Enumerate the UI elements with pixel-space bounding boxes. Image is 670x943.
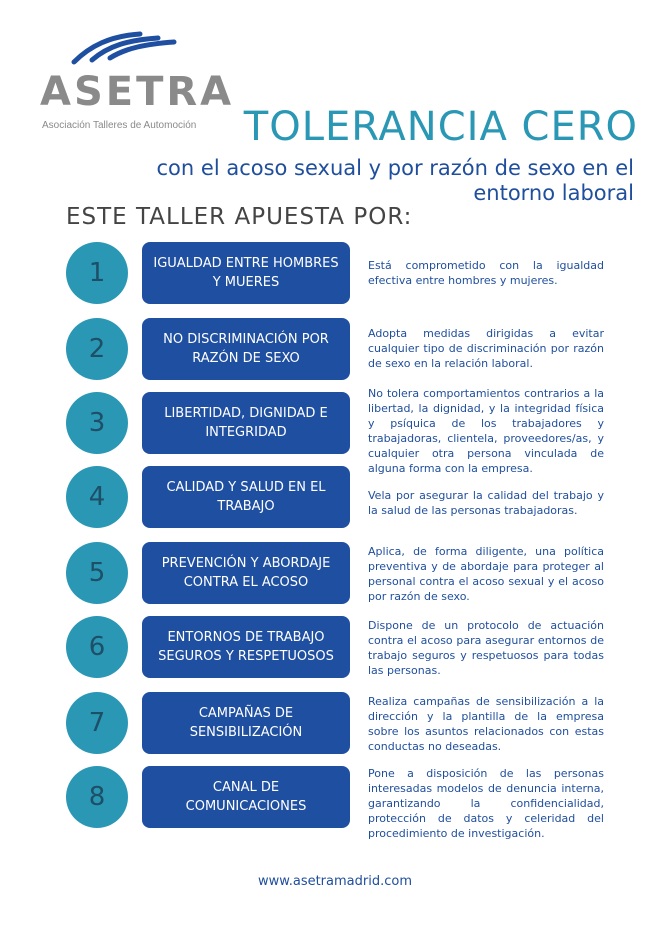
logo-name: ASETRA [40,69,235,115]
commitment-item-4 [0,466,670,538]
item-title: CANAL DE COMUNICACIONES [142,766,350,828]
commitment-item-5 [0,542,670,614]
item-number: 4 [66,466,128,528]
page-subtitle: con el acoso sexual y por razón de sexo en el entorno laboral [156,156,634,205]
section-heading: ESTE TALLER APUESTA POR: [66,204,413,230]
item-number: 3 [66,392,128,454]
item-description: Adopta medidas dirigidas a evitar cualquier tipo de discriminación por razón de sexo en la relación laboral. [368,327,604,370]
item-title: CALIDAD Y SALUD EN EL TRABAJO [142,466,350,528]
item-title: LIBERTIDAD, DIGNIDAD E INTEGRIDAD [142,392,350,454]
commitment-item-7 [0,692,670,764]
commitment-item-3 [0,387,670,475]
item-description: No tolera comportamientos contrarios a la libertad, la dignidad, y la integridad física y psíquica de los trabajadores y trabajadoras, clientela, proveedores/as, y cualquier otra persona vinculada de alguna forma con la empresa. [368,387,604,475]
item-description: Aplica, de forma diligente, una política preventiva y de abordaje para proteger al personal contra el acoso sexual y el acoso por razón de sexo. [368,545,604,603]
item-description: Dispone de un protocolo de actuación contra el acoso para asegurar entornos de trabajo seguros y respetuosos para todas las personas. [368,619,604,677]
item-description: Está comprometido con la igualdad efectiva entre hombres y mujeres. [368,259,604,287]
commitment-item-8 [0,766,670,838]
item-description: Pone a disposición de las personas interesadas modelos de denuncia interna, garantizando la confidencialidad, protección de datos y celeridad del procedimiento de investigación. [368,767,604,840]
item-title: CAMPAÑAS DE SENSIBILIZACIÓN [142,692,350,754]
item-number: 8 [66,766,128,828]
commitment-item-2 [0,318,670,390]
logo-subtitle: Asociación Talleres de Automoción [42,120,197,131]
item-title: ENTORNOS DE TRABAJO SEGUROS Y RESPETUOSOS [142,616,350,678]
item-number: 6 [66,616,128,678]
footer-website-link[interactable]: www.asetramadrid.com [258,874,412,889]
item-title: NO DISCRIMINACIÓN POR RAZÓN DE SEXO [142,318,350,380]
item-number: 1 [66,242,128,304]
logo-waves-icon [70,26,180,68]
item-description: Realiza campañas de sensibilización a la dirección y la plantilla de la empresa sobre los asuntos relacionados con estas conductas no deseadas. [368,695,604,753]
commitment-item-1 [0,242,670,314]
commitment-item-6 [0,616,670,688]
item-title: IGUALDAD ENTRE HOMBRES Y MUERES [142,242,350,304]
page-title: TOLERANCIA CERO [243,104,638,150]
item-number: 5 [66,542,128,604]
item-number: 7 [66,692,128,754]
item-number: 2 [66,318,128,380]
logo [40,26,235,131]
item-title: PREVENCIÓN Y ABORDAJE CONTRA EL ACOSO [142,542,350,604]
item-description: Vela por asegurar la calidad del trabajo y la salud de las personas trabajadoras. [368,489,604,517]
